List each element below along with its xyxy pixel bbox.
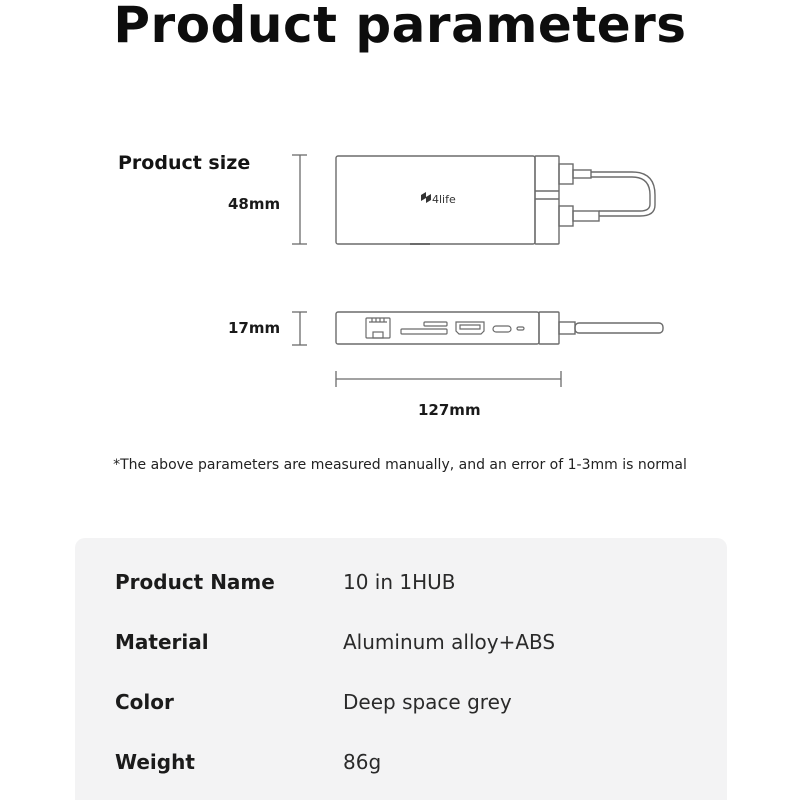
spec-value: 86g: [343, 750, 382, 774]
card-slots-icon: [401, 322, 447, 334]
hub-side-view: [336, 312, 663, 344]
section-label-product-size: Product size: [118, 152, 251, 174]
spec-label: Color: [115, 690, 174, 714]
dimension-thickness-label: 17mm: [228, 319, 281, 337]
dimension-length-label: 127mm: [418, 401, 481, 419]
height-dimension-marker: [292, 155, 307, 244]
spec-label: Material: [115, 630, 209, 654]
spec-row: [75, 750, 727, 790]
hdmi-port-icon: [456, 322, 484, 334]
hub-logo-text: 4life: [432, 193, 456, 206]
spec-value: Deep space grey: [343, 690, 512, 714]
spec-label: Product Name: [115, 570, 275, 594]
length-dimension-marker: [336, 371, 561, 387]
ethernet-port-icon: [366, 318, 390, 338]
usb-c-port-icon: [493, 326, 511, 332]
page-title: Product parameters: [113, 0, 687, 54]
spec-row: [75, 630, 727, 670]
thickness-dimension-marker: [292, 312, 307, 345]
spec-table: [75, 538, 727, 800]
4life-logo-icon: [421, 192, 431, 203]
spec-value: 10 in 1HUB: [343, 570, 456, 594]
hub-top-view: [336, 156, 655, 244]
spec-row: [75, 570, 727, 610]
measurement-note: *The above parameters are measured manually, and an error of 1-3mm is normal: [113, 457, 687, 473]
dimension-height-label: 48mm: [228, 195, 281, 213]
spec-row: [75, 690, 727, 730]
spec-label: Weight: [115, 750, 195, 774]
spec-value: Aluminum alloy+ABS: [343, 630, 556, 654]
indicator-light-icon: [517, 327, 524, 330]
